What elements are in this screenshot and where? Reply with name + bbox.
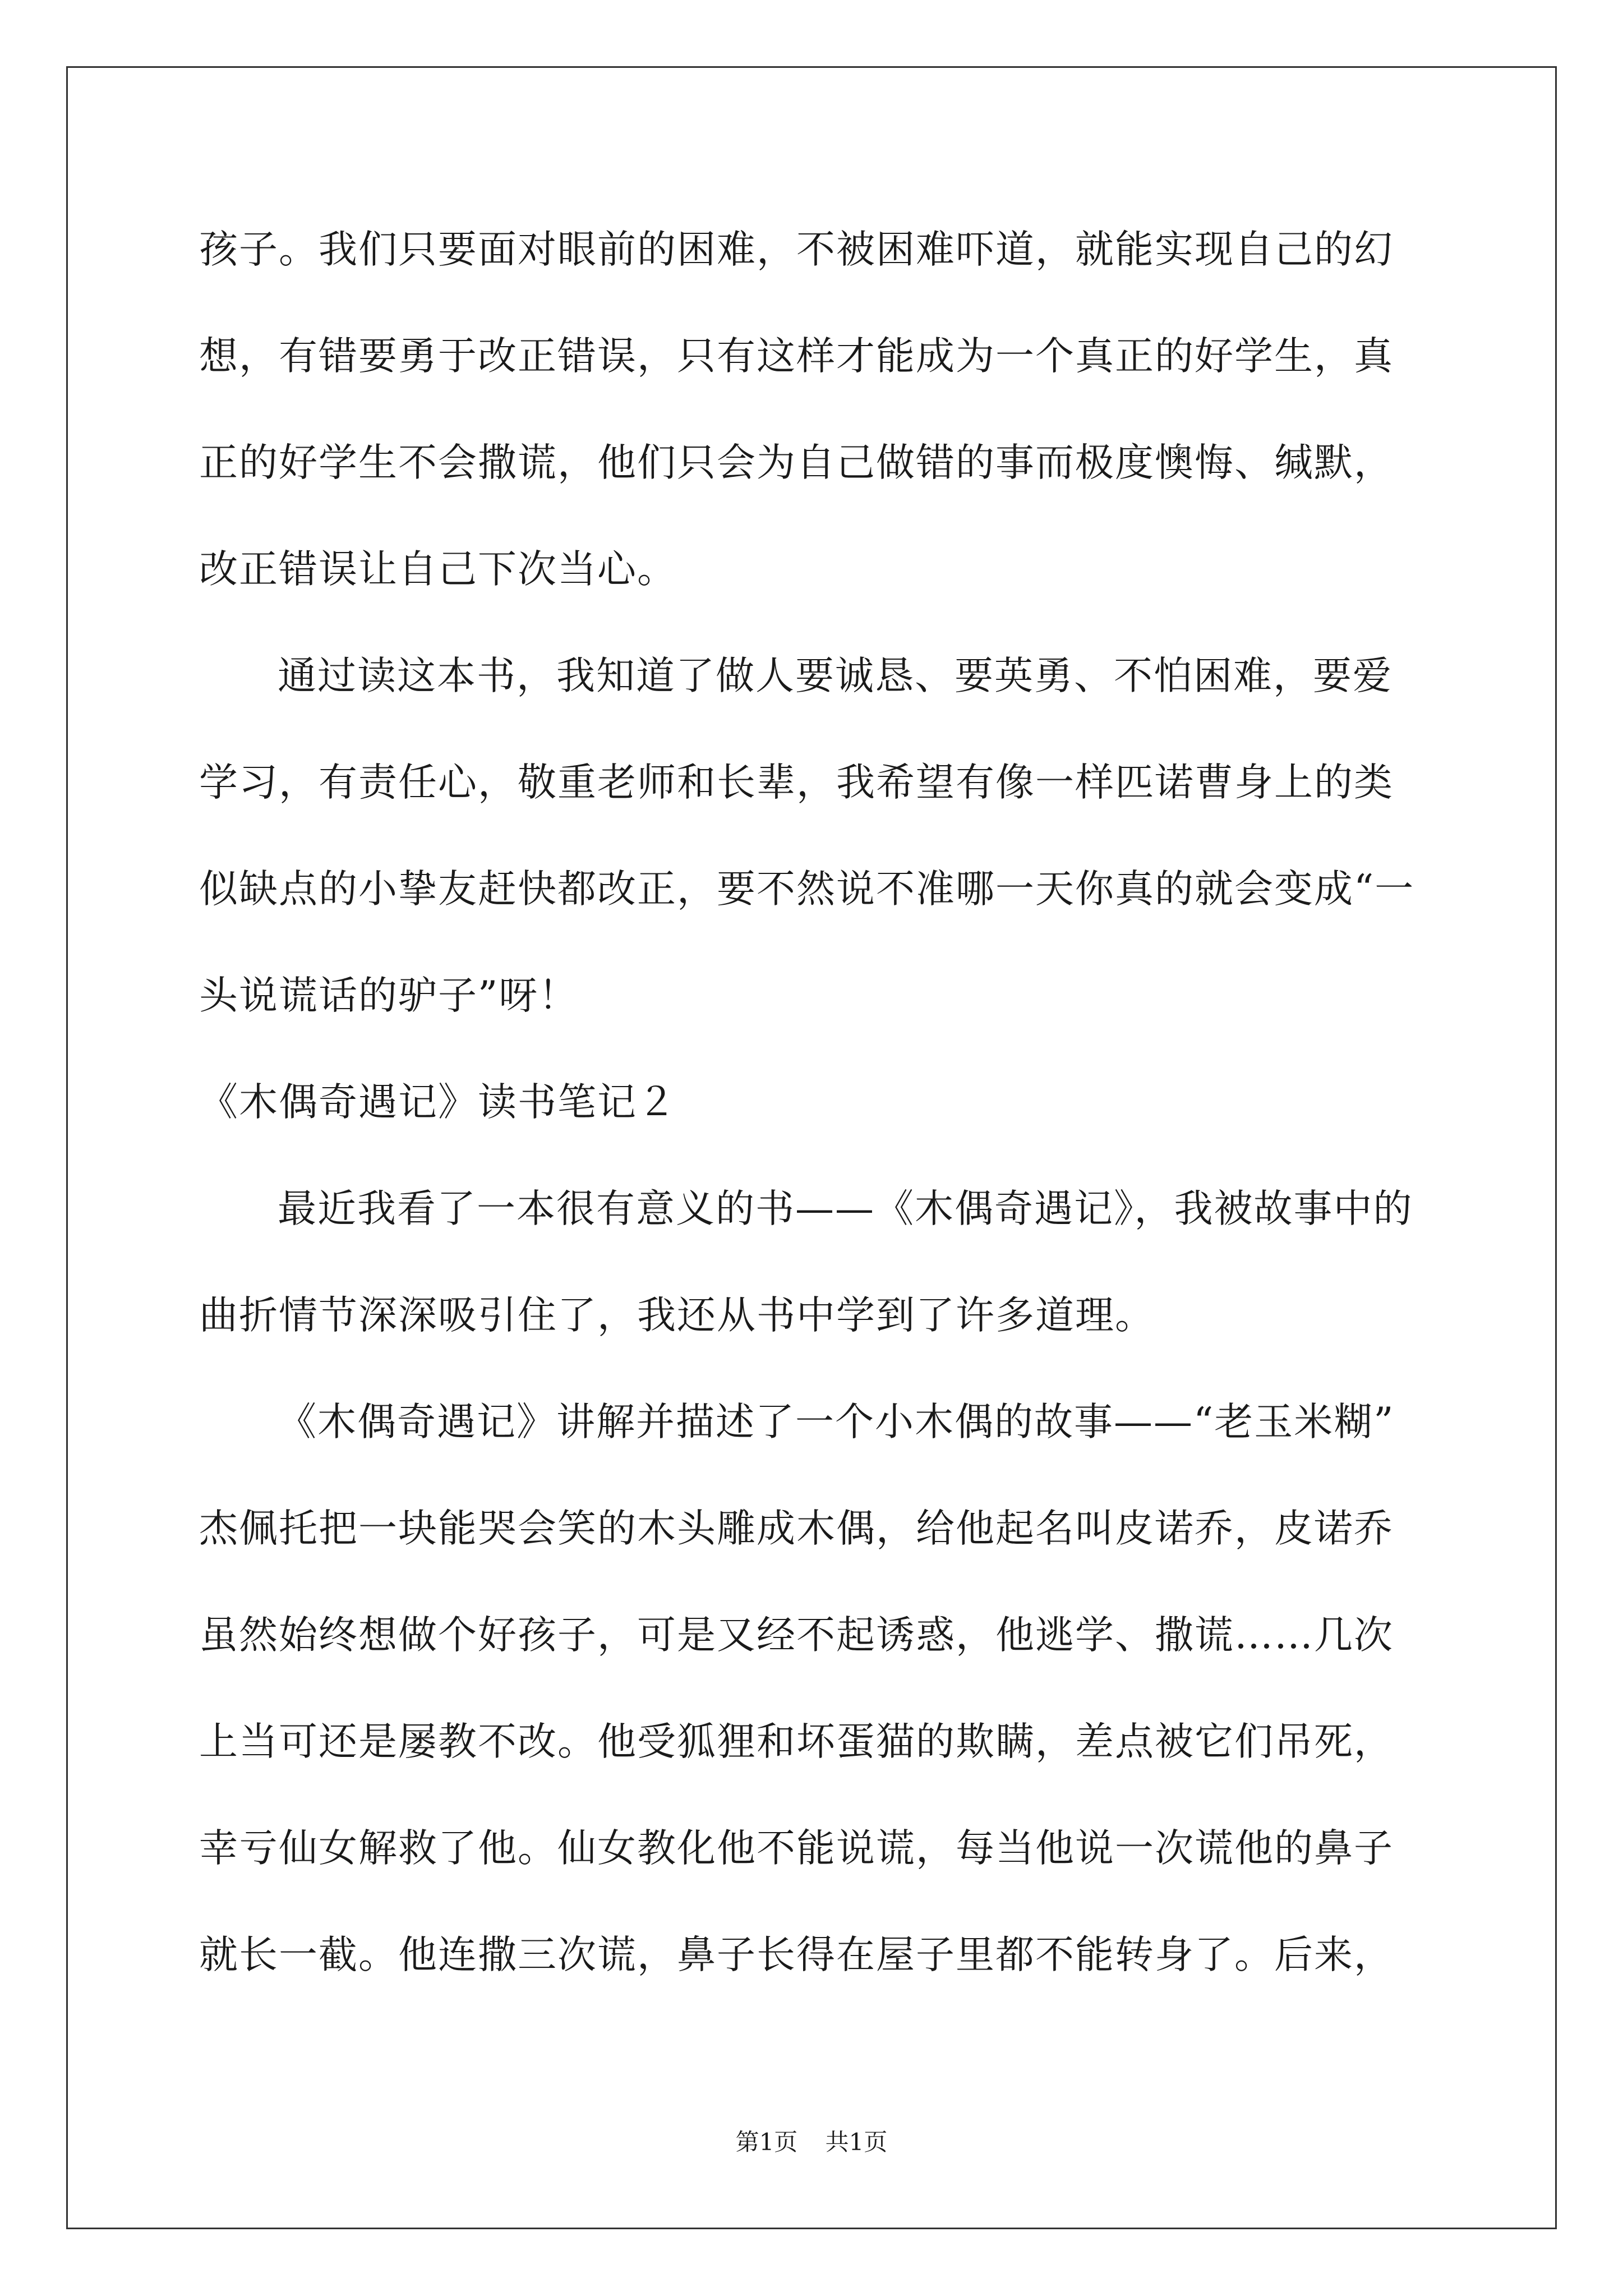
text-line: 学习，有责任心，敬重老师和长辈，我希望有像一样匹诺曹身上的类 bbox=[199, 760, 1394, 805]
paragraph-start-line: 《木偶奇遇记》讲解并描述了一个小木偶的故事——“老玉米糊” bbox=[278, 1400, 1395, 1444]
text-line: 头说谎话的驴子”呀！ bbox=[199, 973, 579, 1018]
page-footer bbox=[0, 2125, 1623, 2159]
text-line: 曲折情节深深吸引住了，我还从书中学到了许多道理。 bbox=[199, 1293, 1155, 1338]
page-total: 共1页 bbox=[825, 2128, 888, 2156]
text-line: 改正错误让自己下次当心。 bbox=[199, 547, 677, 592]
text-line: 就长一截。他连撒三次谎，鼻子长得在屋子里都不能转身了。后来， bbox=[199, 1932, 1394, 1977]
document-body bbox=[199, 210, 1427, 2022]
page-number: 第1页 bbox=[735, 2128, 798, 2156]
section-heading: 《木偶奇遇记》读书笔记２ bbox=[199, 1080, 677, 1125]
text-line: 杰佩托把一块能哭会笑的木头雕成木偶，给他起名叫皮诺乔，皮诺乔 bbox=[199, 1506, 1394, 1551]
text-line: 孩子。我们只要面对眼前的困难，不被困难吓道，就能实现自己的幻 bbox=[199, 227, 1394, 272]
text-line: 上当可还是屡教不改。他受狐狸和坏蛋猫的欺瞒，差点被它们吊死， bbox=[199, 1719, 1394, 1764]
text-line: 正的好学生不会撒谎，他们只会为自己做错的事而极度懊悔、缄默， bbox=[199, 440, 1394, 485]
text-line: 想，有错要勇于改正错误，只有这样才能成为一个真正的好学生，真 bbox=[199, 334, 1394, 379]
paragraph-start-line: 通过读这本书，我知道了做人要诚恳、要英勇、不怕困难，要爱 bbox=[278, 654, 1393, 698]
text-line: 似缺点的小挚友赶快都改正，要不然说不准哪一天你真的就会变成“一 bbox=[199, 867, 1415, 912]
text-line: 虽然始终想做个好孩子，可是又经不起诱惑，他逃学、撒谎……几次 bbox=[199, 1613, 1394, 1658]
text-line: 幸亏仙女解救了他。仙女教化他不能说谎，每当他说一次谎他的鼻子 bbox=[199, 1826, 1394, 1871]
paragraph-start-line: 最近我看了一本很有意义的书——《木偶奇遇记》，我被故事中的 bbox=[278, 1186, 1413, 1231]
